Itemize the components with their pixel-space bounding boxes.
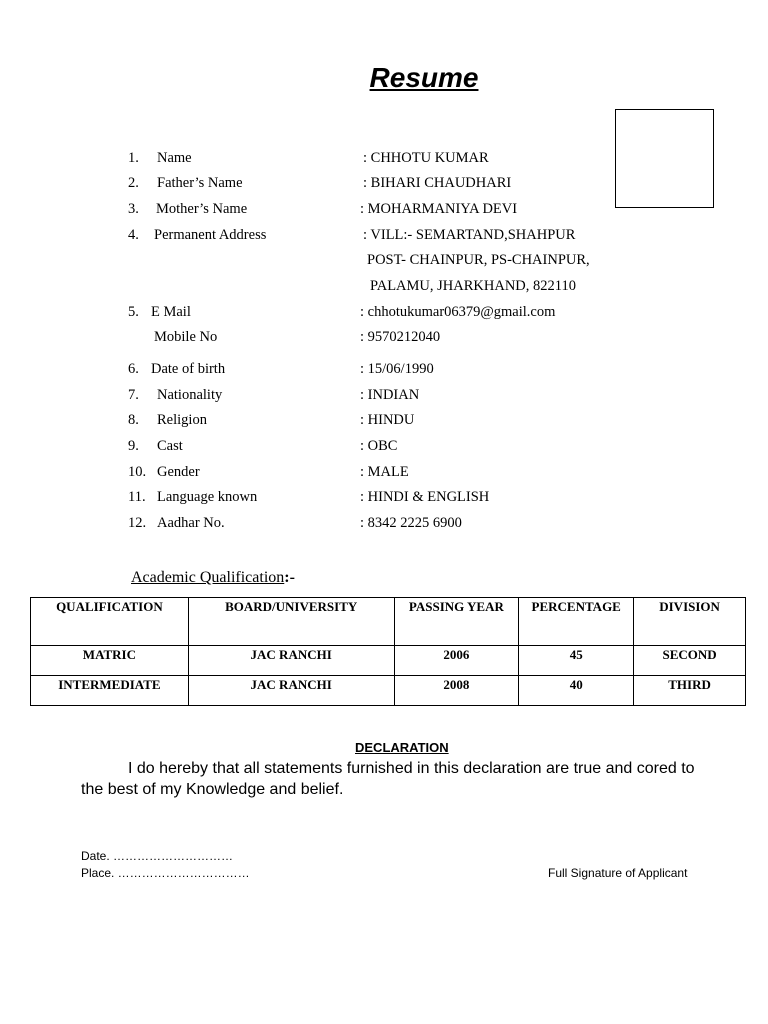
address-line-2: POST- CHAINPUR, PS-CHAINPUR, — [367, 252, 590, 268]
column-header: PERCENTAGE — [519, 598, 634, 646]
declaration-text: I do hereby that all statements furnished in this declaration are true and cored to the best of my Knowledge and belief. — [81, 760, 695, 798]
column-header: DIVISION — [634, 598, 746, 646]
row-num: 9. — [128, 438, 139, 454]
table-cell: 45 — [519, 646, 634, 676]
row-num: 3. — [128, 201, 139, 217]
row-value: : 15/06/1990 — [360, 361, 434, 377]
row-value: : 8342 2225 6900 — [360, 515, 462, 531]
row-value: : 9570212040 — [360, 329, 441, 345]
row-label: E Mail — [151, 304, 191, 320]
resume-title: Resume — [369, 62, 479, 93]
row-label: Father’s Name — [157, 175, 243, 191]
row-value: : MOHARMANIYA DEVI — [360, 201, 518, 217]
row-label: Religion — [157, 412, 207, 428]
row-label: Language known — [157, 489, 258, 505]
address-line-3: PALAMU, JHARKHAND, 822110 — [370, 278, 576, 294]
row-label: Date of birth — [151, 361, 226, 377]
row-label: Aadhar No. — [157, 515, 225, 531]
table-cell: MATRIC — [31, 646, 189, 676]
table-cell: JAC RANCHI — [188, 676, 394, 706]
row-label: Mobile No — [154, 329, 218, 345]
row-label: Gender — [157, 464, 200, 480]
row-value: : chhotukumar06379@gmail.com — [360, 304, 556, 320]
declaration-heading: DECLARATION — [355, 740, 449, 755]
row-value: : INDIAN — [360, 387, 420, 403]
row-label: Cast — [157, 438, 183, 454]
column-header: PASSING YEAR — [394, 598, 519, 646]
table-cell: JAC RANCHI — [188, 646, 394, 676]
signature-label: Full Signature of Applicant — [548, 866, 688, 880]
academic-heading-label: Academic Qualification — [131, 569, 285, 586]
row-num: 5. — [128, 304, 139, 320]
row-num: 8. — [128, 412, 139, 428]
qualification-table — [30, 597, 746, 706]
table-row — [31, 646, 746, 676]
row-value: : MALE — [360, 464, 409, 480]
row-num: 6. — [128, 361, 139, 377]
row-num: 1. — [128, 150, 139, 166]
row-label: Permanent Address — [154, 227, 267, 243]
photo-box — [615, 109, 714, 208]
row-value: : CHHOTU KUMAR — [363, 150, 489, 166]
table-header-row — [31, 598, 746, 646]
place-line: Place. …………………………… — [81, 866, 250, 880]
table-cell: INTERMEDIATE — [31, 676, 189, 706]
row-num: 10. — [128, 464, 147, 480]
column-header: BOARD/UNIVERSITY — [188, 598, 394, 646]
date-line: Date. ………………………… — [81, 849, 234, 863]
table-cell: 2006 — [394, 646, 519, 676]
academic-heading — [131, 569, 295, 587]
column-header: QUALIFICATION — [31, 598, 189, 646]
row-value: : HINDI & ENGLISH — [360, 489, 490, 505]
row-label: Name — [157, 150, 192, 166]
academic-heading-suffix: :- — [284, 569, 295, 586]
row-num: 11. — [128, 489, 146, 505]
row-num: 2. — [128, 175, 139, 191]
row-num: 4. — [128, 227, 139, 243]
row-num: 12. — [128, 515, 147, 531]
row-label: Nationality — [157, 387, 223, 403]
row-value: : OBC — [360, 438, 398, 454]
table-row — [31, 676, 746, 706]
row-num: 7. — [128, 387, 139, 403]
row-value: : HINDU — [360, 412, 415, 428]
table-cell: SECOND — [634, 646, 746, 676]
table-cell: 40 — [519, 676, 634, 706]
table-cell: THIRD — [634, 676, 746, 706]
table-cell: 2008 — [394, 676, 519, 706]
row-value: : VILL:- SEMARTAND,SHAHPUR — [363, 227, 576, 243]
row-value: : BIHARI CHAUDHARI — [363, 175, 512, 191]
row-label: Mother’s Name — [156, 201, 248, 217]
